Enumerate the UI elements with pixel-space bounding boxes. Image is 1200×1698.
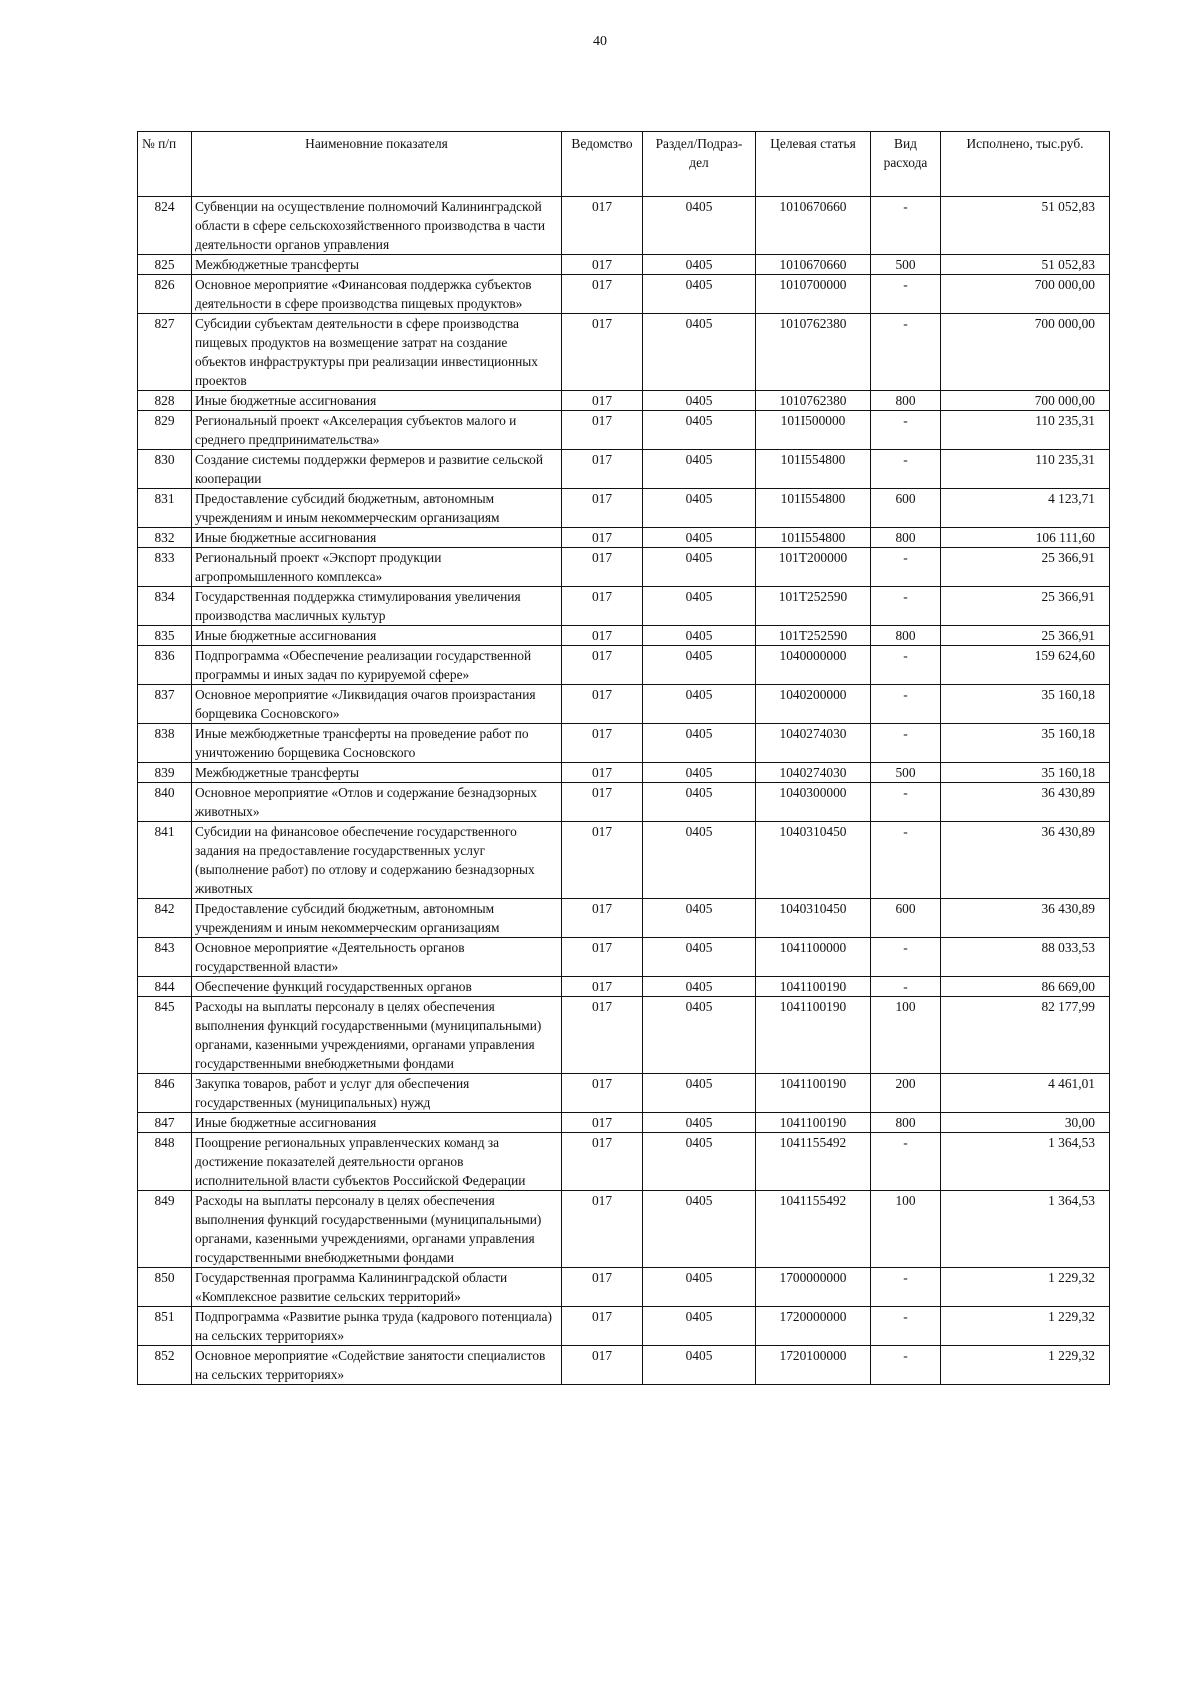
- row-num: 836: [138, 646, 192, 685]
- row-type: -: [871, 1346, 941, 1385]
- row-code: 1040300000: [756, 783, 871, 822]
- row-name: Основное мероприятие «Содействие занятости специалистов на сельских территориях»: [192, 1346, 562, 1385]
- row-dept: 017: [562, 724, 643, 763]
- row-dept: 017: [562, 626, 643, 646]
- row-type: 800: [871, 528, 941, 548]
- row-code: 101T252590: [756, 626, 871, 646]
- table-row: [138, 1113, 1110, 1133]
- table-row: [138, 275, 1110, 314]
- row-amount: 110 235,31: [941, 450, 1110, 489]
- row-num: 829: [138, 411, 192, 450]
- row-name: Региональный проект «Экспорт продукции агропромышленного комплекса»: [192, 548, 562, 587]
- row-dept: 017: [562, 997, 643, 1074]
- table-row: [138, 724, 1110, 763]
- row-name: Подпрограмма «Обеспечение реализации государственной программы и иных задач по курируемой сфере»: [192, 646, 562, 685]
- row-type: -: [871, 314, 941, 391]
- row-name: Межбюджетные трансферты: [192, 255, 562, 275]
- row-amount: 159 624,60: [941, 646, 1110, 685]
- row-code: 1040310450: [756, 899, 871, 938]
- table-row: [138, 783, 1110, 822]
- budget-table: [137, 131, 1110, 1385]
- row-num: 839: [138, 763, 192, 783]
- row-section: 0405: [643, 646, 756, 685]
- row-name: Иные бюджетные ассигнования: [192, 1113, 562, 1133]
- row-type: 200: [871, 1074, 941, 1113]
- row-dept: 017: [562, 783, 643, 822]
- row-amount: 35 160,18: [941, 724, 1110, 763]
- row-num: 844: [138, 977, 192, 997]
- row-type: 500: [871, 763, 941, 783]
- row-type: -: [871, 587, 941, 626]
- row-dept: 017: [562, 763, 643, 783]
- row-dept: 017: [562, 1113, 643, 1133]
- row-num: 840: [138, 783, 192, 822]
- row-dept: 017: [562, 411, 643, 450]
- page-number: 40: [593, 34, 607, 49]
- row-name: Расходы на выплаты персоналу в целях обеспечения выполнения функций государственными (муниципальными) органами, казенными учреждениями, органами управления государственными внебюджетными фондами: [192, 1191, 562, 1268]
- row-num: 849: [138, 1191, 192, 1268]
- row-amount: 86 669,00: [941, 977, 1110, 997]
- row-section: 0405: [643, 822, 756, 899]
- row-section: 0405: [643, 314, 756, 391]
- row-section: 0405: [643, 1268, 756, 1307]
- row-dept: 017: [562, 977, 643, 997]
- row-code: 1010670660: [756, 255, 871, 275]
- row-num: 835: [138, 626, 192, 646]
- row-section: 0405: [643, 255, 756, 275]
- row-section: 0405: [643, 626, 756, 646]
- row-type: 800: [871, 626, 941, 646]
- row-type: -: [871, 724, 941, 763]
- row-type: -: [871, 548, 941, 587]
- row-code: 1010762380: [756, 314, 871, 391]
- row-amount: 51 052,83: [941, 197, 1110, 255]
- row-dept: 017: [562, 1133, 643, 1191]
- table-row: [138, 1133, 1110, 1191]
- row-code: 101I554800: [756, 450, 871, 489]
- row-amount: 1 229,32: [941, 1268, 1110, 1307]
- row-type: -: [871, 411, 941, 450]
- row-code: 1041100190: [756, 1113, 871, 1133]
- row-amount: 1 229,32: [941, 1346, 1110, 1385]
- row-dept: 017: [562, 548, 643, 587]
- row-code: 1040200000: [756, 685, 871, 724]
- row-type: 600: [871, 489, 941, 528]
- row-amount: 30,00: [941, 1113, 1110, 1133]
- row-code: 1041155492: [756, 1133, 871, 1191]
- row-section: 0405: [643, 1307, 756, 1346]
- row-amount: 35 160,18: [941, 763, 1110, 783]
- row-name: Межбюджетные трансферты: [192, 763, 562, 783]
- row-name: Государственная поддержка стимулирования увеличения производства масличных культур: [192, 587, 562, 626]
- row-type: 100: [871, 997, 941, 1074]
- row-name: Закупка товаров, работ и услуг для обеспечения государственных (муниципальных) нужд: [192, 1074, 562, 1113]
- row-num: 825: [138, 255, 192, 275]
- table-row: [138, 391, 1110, 411]
- row-code: 1041100190: [756, 997, 871, 1074]
- row-amount: 1 364,53: [941, 1133, 1110, 1191]
- row-num: 826: [138, 275, 192, 314]
- row-dept: 017: [562, 450, 643, 489]
- row-name: Основное мероприятие «Деятельность органов государственной власти»: [192, 938, 562, 977]
- row-type: -: [871, 646, 941, 685]
- row-section: 0405: [643, 587, 756, 626]
- row-num: 846: [138, 1074, 192, 1113]
- row-section: 0405: [643, 391, 756, 411]
- row-name: Иные бюджетные ассигнования: [192, 626, 562, 646]
- row-section: 0405: [643, 489, 756, 528]
- row-amount: 25 366,91: [941, 626, 1110, 646]
- row-name: Поощрение региональных управленческих команд за достижение показателей деятельности органов исполнительной власти субъектов Российской Федерации: [192, 1133, 562, 1191]
- row-section: 0405: [643, 685, 756, 724]
- row-num: 837: [138, 685, 192, 724]
- table-row: [138, 1346, 1110, 1385]
- table-row: [138, 255, 1110, 275]
- table-row: [138, 489, 1110, 528]
- row-num: 827: [138, 314, 192, 391]
- table-row: [138, 997, 1110, 1074]
- table-body: [138, 197, 1110, 1385]
- row-section: 0405: [643, 1074, 756, 1113]
- header-code: Целевая статья: [756, 132, 871, 197]
- row-amount: 700 000,00: [941, 275, 1110, 314]
- row-section: 0405: [643, 275, 756, 314]
- row-section: 0405: [643, 977, 756, 997]
- row-num: 841: [138, 822, 192, 899]
- row-name: Основное мероприятие «Финансовая поддержка субъектов деятельности в сфере производства пищевых продуктов»: [192, 275, 562, 314]
- row-type: -: [871, 1133, 941, 1191]
- header-name: Наименовние показателя: [192, 132, 562, 197]
- row-name: Обеспечение функций государственных органов: [192, 977, 562, 997]
- row-section: 0405: [643, 411, 756, 450]
- row-amount: 88 033,53: [941, 938, 1110, 977]
- row-type: 500: [871, 255, 941, 275]
- row-code: 1010700000: [756, 275, 871, 314]
- row-num: 851: [138, 1307, 192, 1346]
- row-type: -: [871, 197, 941, 255]
- table-row: [138, 197, 1110, 255]
- table-row: [138, 822, 1110, 899]
- row-code: 1010762380: [756, 391, 871, 411]
- row-code: 1720000000: [756, 1307, 871, 1346]
- row-type: -: [871, 275, 941, 314]
- table-row: [138, 1074, 1110, 1113]
- row-section: 0405: [643, 1191, 756, 1268]
- table-row: [138, 314, 1110, 391]
- row-code: 1720100000: [756, 1346, 871, 1385]
- row-type: -: [871, 450, 941, 489]
- row-type: 800: [871, 391, 941, 411]
- table-row: [138, 626, 1110, 646]
- header-num: № п/п: [138, 132, 192, 197]
- header-section: Раздел/Подраз-дел: [643, 132, 756, 197]
- row-dept: 017: [562, 314, 643, 391]
- row-section: 0405: [643, 197, 756, 255]
- row-dept: 017: [562, 255, 643, 275]
- row-code: 1700000000: [756, 1268, 871, 1307]
- row-dept: 017: [562, 1191, 643, 1268]
- row-amount: 25 366,91: [941, 548, 1110, 587]
- row-num: 843: [138, 938, 192, 977]
- row-num: 824: [138, 197, 192, 255]
- row-num: 847: [138, 1113, 192, 1133]
- table-row: [138, 528, 1110, 548]
- row-amount: 36 430,89: [941, 899, 1110, 938]
- row-dept: 017: [562, 391, 643, 411]
- row-name: Иные бюджетные ассигнования: [192, 391, 562, 411]
- row-type: -: [871, 783, 941, 822]
- row-type: -: [871, 938, 941, 977]
- table-row: [138, 1191, 1110, 1268]
- row-code: 1040274030: [756, 763, 871, 783]
- row-type: -: [871, 822, 941, 899]
- row-type: -: [871, 977, 941, 997]
- row-code: 1010670660: [756, 197, 871, 255]
- row-amount: 35 160,18: [941, 685, 1110, 724]
- row-type: -: [871, 685, 941, 724]
- row-amount: 106 111,60: [941, 528, 1110, 548]
- row-code: 101I500000: [756, 411, 871, 450]
- table-row: [138, 587, 1110, 626]
- row-name: Региональный проект «Акселерация субъектов малого и среднего предпринимательства»: [192, 411, 562, 450]
- row-section: 0405: [643, 899, 756, 938]
- row-name: Основное мероприятие «Отлов и содержание безнадзорных животных»: [192, 783, 562, 822]
- row-type: -: [871, 1268, 941, 1307]
- row-code: 1040310450: [756, 822, 871, 899]
- table-row: [138, 938, 1110, 977]
- row-code: 1041100190: [756, 977, 871, 997]
- row-name: Иные бюджетные ассигнования: [192, 528, 562, 548]
- row-amount: 51 052,83: [941, 255, 1110, 275]
- row-section: 0405: [643, 783, 756, 822]
- row-code: 101T252590: [756, 587, 871, 626]
- table-row: [138, 548, 1110, 587]
- row-dept: 017: [562, 1346, 643, 1385]
- row-dept: 017: [562, 528, 643, 548]
- row-name: Субсидии на финансовое обеспечение государственного задания на предоставление государственных услуг (выполнение работ) по отлову и содержанию безнадзорных животных: [192, 822, 562, 899]
- row-name: Создание системы поддержки фермеров и развитие сельской кооперации: [192, 450, 562, 489]
- row-num: 852: [138, 1346, 192, 1385]
- row-name: Основное мероприятие «Ликвидация очагов произрастания борщевика Сосновского»: [192, 685, 562, 724]
- header-dept: Ведомство: [562, 132, 643, 197]
- row-type: 800: [871, 1113, 941, 1133]
- row-code: 1041100190: [756, 1074, 871, 1113]
- row-name: Предоставление субсидий бюджетным, автономным учреждениям и иным некоммерческим организациям: [192, 899, 562, 938]
- row-section: 0405: [643, 763, 756, 783]
- row-name: Иные межбюджетные трансферты на проведение работ по уничтожению борщевика Сосновского: [192, 724, 562, 763]
- table-header-row: [138, 132, 1110, 197]
- row-num: 848: [138, 1133, 192, 1191]
- row-dept: 017: [562, 899, 643, 938]
- row-amount: 1 229,32: [941, 1307, 1110, 1346]
- table-row: [138, 763, 1110, 783]
- row-name: Субсидии субъектам деятельности в сфере производства пищевых продуктов на возмещение затрат на создание объектов инфраструктуры при реализации инвестиционных проектов: [192, 314, 562, 391]
- row-code: 1041100000: [756, 938, 871, 977]
- row-type: 600: [871, 899, 941, 938]
- row-amount: 36 430,89: [941, 783, 1110, 822]
- row-dept: 017: [562, 587, 643, 626]
- row-section: 0405: [643, 1113, 756, 1133]
- row-section: 0405: [643, 1133, 756, 1191]
- table-row: [138, 977, 1110, 997]
- row-amount: 110 235,31: [941, 411, 1110, 450]
- row-section: 0405: [643, 997, 756, 1074]
- row-type: -: [871, 1307, 941, 1346]
- row-code: 101T200000: [756, 548, 871, 587]
- row-type: 100: [871, 1191, 941, 1268]
- row-amount: 36 430,89: [941, 822, 1110, 899]
- row-section: 0405: [643, 724, 756, 763]
- row-code: 1040000000: [756, 646, 871, 685]
- row-dept: 017: [562, 1307, 643, 1346]
- row-num: 832: [138, 528, 192, 548]
- row-dept: 017: [562, 646, 643, 685]
- row-name: Подпрограмма «Развитие рынка труда (кадрового потенциала) на сельских территориях»: [192, 1307, 562, 1346]
- row-num: 831: [138, 489, 192, 528]
- row-num: 828: [138, 391, 192, 411]
- table-row: [138, 411, 1110, 450]
- row-dept: 017: [562, 489, 643, 528]
- row-dept: 017: [562, 1268, 643, 1307]
- row-dept: 017: [562, 275, 643, 314]
- row-dept: 017: [562, 685, 643, 724]
- row-amount: 4 123,71: [941, 489, 1110, 528]
- row-code: 1041155492: [756, 1191, 871, 1268]
- row-dept: 017: [562, 938, 643, 977]
- row-amount: 1 364,53: [941, 1191, 1110, 1268]
- row-name: Субвенции на осуществление полномочий Калининградской области в сфере сельскохозяйственного производства в части деятельности органов управления: [192, 197, 562, 255]
- row-num: 834: [138, 587, 192, 626]
- table-row: [138, 646, 1110, 685]
- row-section: 0405: [643, 450, 756, 489]
- row-num: 850: [138, 1268, 192, 1307]
- row-section: 0405: [643, 1346, 756, 1385]
- row-code: 101I554800: [756, 489, 871, 528]
- table-row: [138, 899, 1110, 938]
- row-num: 833: [138, 548, 192, 587]
- row-section: 0405: [643, 548, 756, 587]
- row-name: Предоставление субсидий бюджетным, автономным учреждениям и иным некоммерческим организациям: [192, 489, 562, 528]
- row-amount: 700 000,00: [941, 314, 1110, 391]
- row-dept: 017: [562, 197, 643, 255]
- row-num: 845: [138, 997, 192, 1074]
- row-name: Государственная программа Калининградской области «Комплексное развитие сельских территорий»: [192, 1268, 562, 1307]
- row-code: 101I554800: [756, 528, 871, 548]
- row-amount: 4 461,01: [941, 1074, 1110, 1113]
- table-row: [138, 685, 1110, 724]
- row-num: 838: [138, 724, 192, 763]
- row-amount: 82 177,99: [941, 997, 1110, 1074]
- header-amount: Исполнено, тыс.руб.: [941, 132, 1110, 197]
- header-type: Вид расхода: [871, 132, 941, 197]
- row-num: 842: [138, 899, 192, 938]
- row-amount: 700 000,00: [941, 391, 1110, 411]
- row-section: 0405: [643, 528, 756, 548]
- table-row: [138, 450, 1110, 489]
- row-dept: 017: [562, 1074, 643, 1113]
- row-amount: 25 366,91: [941, 587, 1110, 626]
- table-row: [138, 1307, 1110, 1346]
- row-name: Расходы на выплаты персоналу в целях обеспечения выполнения функций государственными (муниципальными) органами, казенными учреждениями, органами управления государственными внебюджетными фондами: [192, 997, 562, 1074]
- row-dept: 017: [562, 822, 643, 899]
- row-section: 0405: [643, 938, 756, 977]
- row-num: 830: [138, 450, 192, 489]
- row-code: 1040274030: [756, 724, 871, 763]
- table-row: [138, 1268, 1110, 1307]
